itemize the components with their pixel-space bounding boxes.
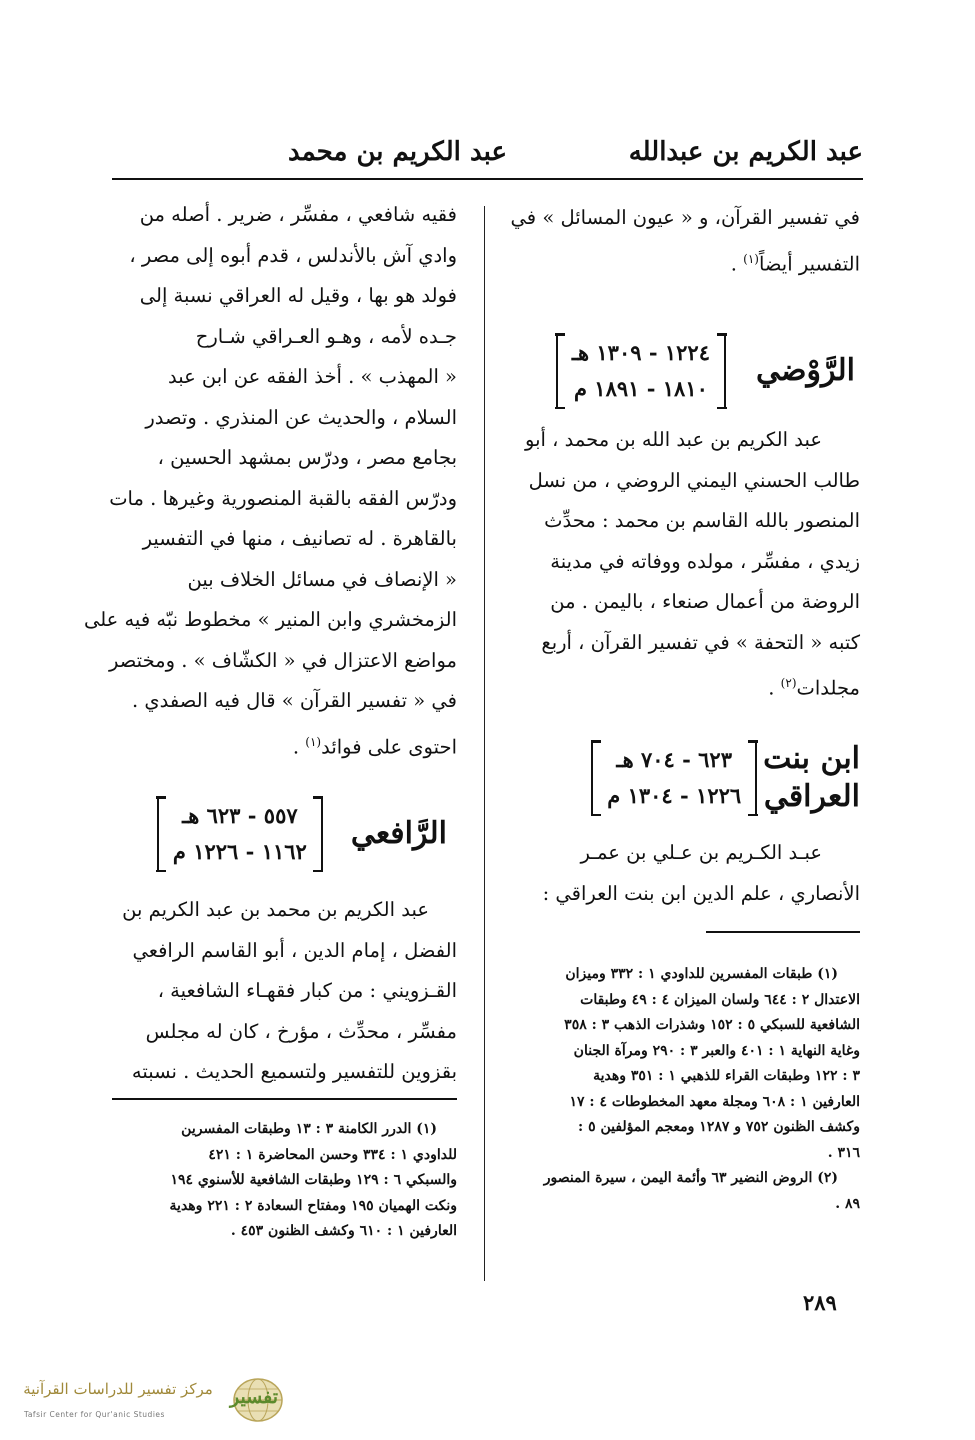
text-line: بجامع مصر ، ودرّس بمشهد الحسين ، <box>157 446 457 469</box>
bracket-tick <box>156 796 166 799</box>
footnote-line: (٢) الروض النضير ٦٣ وأئمة اليمن ، سيرة المنصور <box>543 1170 838 1186</box>
text-fragment: . <box>768 676 775 700</box>
header-rule <box>112 178 863 180</box>
footnote-line: الشافعية للسبكي ٥ : ١٥٢ وشذرات الذهب ٣ : ٣٥٨ <box>564 1017 860 1033</box>
text-line: الروضة من أعمال صنعاء ، باليمن . من <box>550 590 860 613</box>
footnote-rule <box>112 1098 457 1100</box>
page-number: ٢٨٩ <box>803 1290 837 1315</box>
hijri-dates: ٥٥٧ - ٦٢٣ هـ <box>182 803 298 828</box>
text-line: « المهذب » . أخذ الفقه عن ابن عبد <box>167 365 457 388</box>
footnote-line: العارفين ١ : ٦٠٨ ومجلة معهد المخطوطات ٤ : ١٧ <box>569 1093 860 1110</box>
text-fragment: مجلدات <box>796 676 860 700</box>
text-line: مواضع الاعتزال في « الكشّاف » . ومختصر <box>109 648 457 672</box>
entry-name: الرَّافعي <box>350 816 447 851</box>
logo-word: تفسير <box>230 1386 279 1408</box>
text-line: بقزوين للتفسير ولتسميع الحديث . نسبته <box>131 1060 457 1083</box>
logo-arabic-text: مركز تفسير للدراسات القرآنية <box>23 1380 213 1398</box>
left-continuation-paragraph <box>83 195 457 768</box>
footnote-line: والسبكي ٦ : ١٢٩ وطبقات الشافعية للأسنوي ١٩٤ <box>170 1172 457 1188</box>
text-line <box>505 239 860 285</box>
text-line: طالب الحسني اليمني الروضي ، من نسل <box>528 468 860 492</box>
entry-heading-ibn-bint-iraqi <box>591 740 860 816</box>
footnote-line: ٣١٦ . <box>827 1144 860 1161</box>
gregorian-dates: ١١٦٢ - ١٢٢٦ م <box>172 839 307 864</box>
gregorian-dates: ١٢٢٦ - ١٣٠٤ م <box>607 783 742 808</box>
text-line: عبـد الكـريم بن عـلي بن عمـر <box>580 841 822 864</box>
text-line: السلام ، والحديث عن المنذري . وتصدر <box>145 405 457 429</box>
bracket-tick <box>748 740 758 743</box>
right-intro-paragraph <box>505 198 860 285</box>
footnote-line: (١) طبقات المفسرين للداودي ١ : ٣٣٢ وميزان <box>565 966 838 982</box>
footnote-ref[interactable]: (٢) <box>780 676 797 690</box>
footnote-line: للداودي ١ : ٣٣٤ وحسن المحاضرة ١ : ٤٢١ <box>208 1146 457 1163</box>
entry-name-line: العراقي <box>763 779 860 814</box>
hijri-dates: ٦٢٣ - ٧٠٤ هـ <box>616 747 732 772</box>
logo-english-text: Tafsir Center for Qur'anic Studies <box>24 1410 165 1419</box>
bracket-tick <box>313 796 323 799</box>
footnote-line: (١) الدرر الكامنة ٣ : ١٣ وطبقات المفسرين <box>181 1121 437 1137</box>
ibn-bint-iraqi-bio <box>505 833 860 914</box>
text-line: جـده لأمه ، وهـو العـراقي شـارح <box>195 324 457 348</box>
text-fragment: احتوى على فوائد <box>321 735 457 758</box>
rawdi-bio <box>505 420 860 709</box>
gregorian-dates: ١٨١٠ - ١٨٩١ م <box>573 376 708 401</box>
footnote-line: ٨٩ . <box>835 1195 860 1212</box>
entry-heading-rafii <box>157 796 447 872</box>
bracket-tick <box>748 814 758 817</box>
footnote-ref[interactable]: (١) <box>305 734 322 749</box>
rafii-bio <box>112 890 457 1093</box>
text-line: « الإنصاف في مسائل الخلاف بين <box>187 567 457 591</box>
text-line <box>112 722 457 768</box>
bracket-tick <box>591 740 601 743</box>
footnote-line: العارفين ١ : ٦١٠ وكشف الظنون ٤٥٣ . <box>230 1223 457 1239</box>
footnote-line: الاعتدال ٢ : ٦٤٤ ولسان الميزان ٤ : ٤٩ وطبقات <box>580 991 860 1008</box>
bracket-tick <box>313 870 323 873</box>
bracket-tick <box>555 407 565 410</box>
footnote-rule <box>706 931 860 933</box>
text-line: عبد الكريم بن عبد الله بن محمد ، أبو <box>525 428 822 451</box>
bracket-tick <box>717 407 727 410</box>
text-line: وادي آش بالأندلس ، قدم أبوه إلى مصر ، <box>129 243 457 267</box>
footnote-line: وغاية النهاية ١ : ٤٠١ والعبر ٣ : ٢٩٠ ومرآة الجنان <box>573 1042 860 1059</box>
column-divider <box>484 206 485 1281</box>
text-line: كتبه « التحفة » في تفسير القرآن ، أربع <box>541 630 860 654</box>
text-line: في « تفسير القرآن » قال فيه الصفدي . <box>132 689 457 712</box>
text-line: الأنصاري ، علم الدين ابن بنت العراقي : <box>542 881 860 905</box>
date-bracket <box>591 740 757 816</box>
entry-name-block <box>763 740 860 816</box>
text-line: المنصور بالله القاسم بن محمد : محدِّث <box>544 509 860 532</box>
text-line: الزمخشري وابن المنير » مخطوط نبّه فيه على <box>83 608 457 631</box>
text-line: مفسِّر ، محدِّث ، مؤرخ ، كان له مجلس <box>145 1019 457 1043</box>
bracket-tick <box>156 870 166 873</box>
bracket-tick <box>555 333 565 336</box>
hijri-dates: ١٢٢٤ - ١٣٠٩ هـ <box>571 340 710 365</box>
text-line: بالقاهرة . له تصانيف ، منها في التفسير <box>142 527 457 550</box>
text-fragment: . <box>730 252 737 275</box>
footnote-line: ٣ : ١٢٢ وطبقات القراء للذهبي ١ : ٣٥١ وهدية <box>593 1068 860 1084</box>
text-line: القـزويني : من كبار فقهـاء الشافعية ، <box>157 979 457 1002</box>
date-bracket <box>157 796 323 872</box>
text-line: عبد الكريم بن محمد بن عبد الكريم بن <box>122 898 429 921</box>
left-footnotes <box>112 1117 457 1245</box>
right-footnotes <box>505 962 860 1217</box>
text-line: الفضل ، إمام الدين ، أبو القاسم الرافعي <box>132 938 457 962</box>
text-line: ودرّس الفقه بالقبة المنصورية وغيرها . مات <box>109 486 457 510</box>
text-line: زيدي ، مفسِّر ، مولده ووفاته في مدينة <box>550 549 860 573</box>
footnote-line: ونكت الهميان ١٩٥ ومفتاح السعادة ٢ : ٢٢١ وهدية <box>169 1197 457 1214</box>
date-bracket <box>556 333 726 409</box>
bracket-tick <box>591 814 601 817</box>
text-line: فقيه شافعي ، مفسِّر ، ضرير . أصله من <box>139 203 457 226</box>
entry-name-line: ابن بنت <box>763 741 860 776</box>
running-header-left: عبد الكريم بن محمد <box>288 137 507 167</box>
footnote-ref[interactable]: (١) <box>743 251 759 266</box>
text-fragment: . <box>292 735 300 758</box>
text-fragment: التفسير أيضاً <box>758 252 860 275</box>
footnote-line: وكشف الظنون ٧٥٢ و ١٢٨٧ ومعجم المؤلفين ٥ : <box>578 1119 860 1135</box>
entry-name: الرَّوْضي <box>756 353 855 388</box>
text-line <box>505 663 860 709</box>
bracket-tick <box>717 333 727 336</box>
entry-heading-rawdi <box>556 333 855 409</box>
tafsir-center-logo <box>18 1372 288 1430</box>
text-line: فولد هو بها ، وقيل له العراقي نسبة إلى <box>139 284 457 307</box>
running-header-right: عبد الكريم بن عبدالله <box>628 137 863 167</box>
text-line: في تفسير القرآن، و « عيون المسائل » في <box>510 206 860 229</box>
